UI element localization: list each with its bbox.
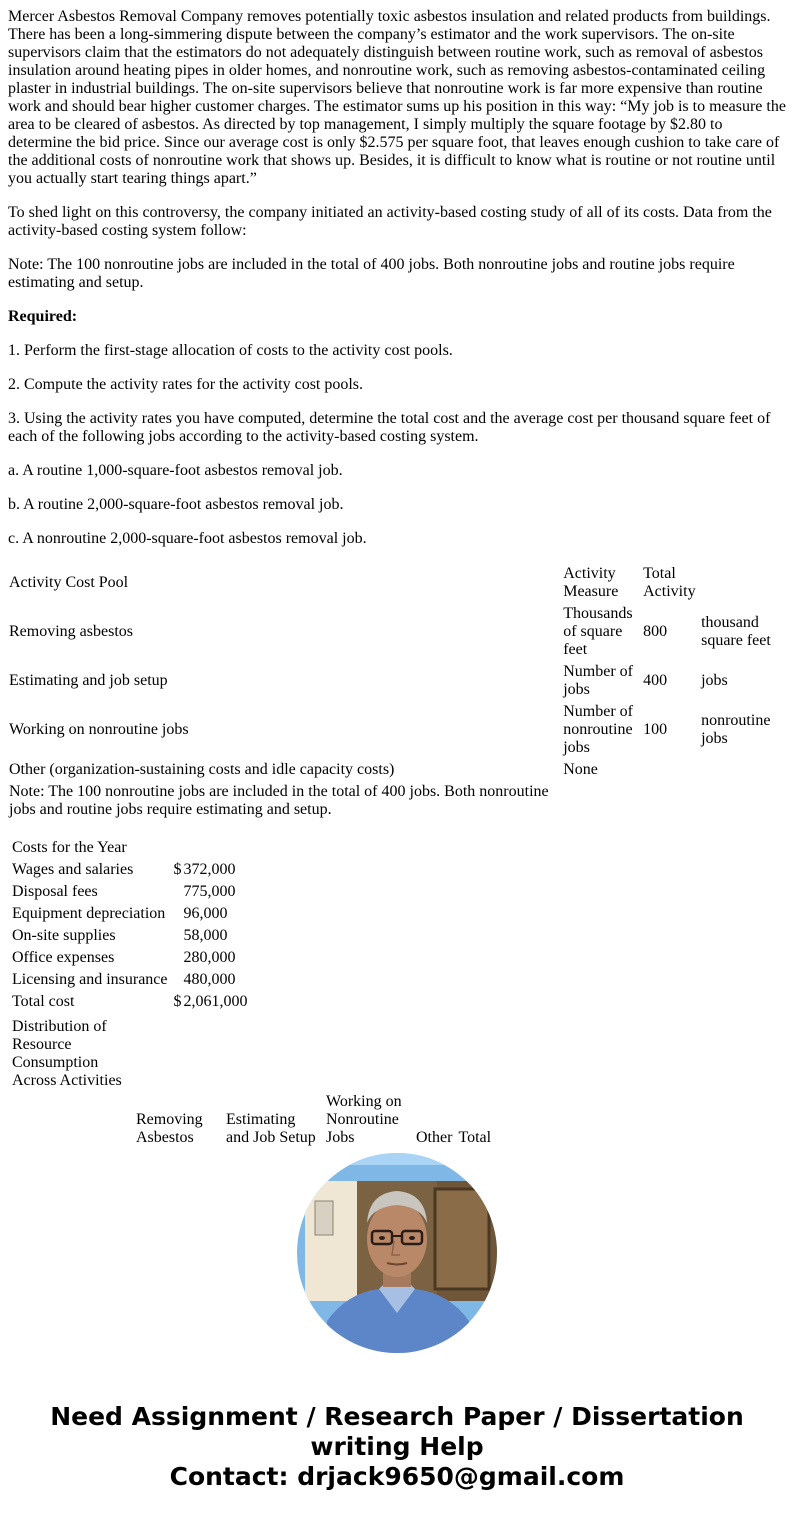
cost-label: Disposal fees: [12, 883, 98, 900]
cost-label: Wages and salaries: [12, 861, 134, 878]
table-row: [10, 970, 250, 990]
cost-amount: 2,061,000: [183, 993, 248, 1010]
cost-dollar: [172, 926, 182, 946]
person-portrait-image: [297, 1153, 497, 1353]
table-row: [8, 760, 782, 780]
cost-dollar: $: [173, 993, 182, 1010]
cost-dollar: [172, 882, 182, 902]
table-row: [10, 904, 250, 924]
required-item-a: a. A routine 1,000-square-foot asbestos removal job.: [8, 462, 343, 479]
required-item-3: 3. Using the activity rates you have computed, determine the total cost and the average cost per thousand square feet of each of the following jobs according to the activity-based costing system.: [8, 410, 771, 445]
cost-amount: 280,000: [183, 949, 236, 966]
costs-table: [8, 836, 252, 1014]
table-header-row: [134, 1092, 493, 1148]
table-row: [10, 992, 250, 1012]
required-item-c: c. A nonroutine 2,000-square-foot asbestos removal job.: [8, 530, 367, 547]
header-working-nonroutine: Working on Nonroutine Jobs: [326, 1093, 402, 1146]
required-heading: Required:: [8, 308, 78, 325]
intro-paragraph-2: To shed light on this controversy, the company initiated an activity-based costing study of all of its costs. Data from the activity-based costing system follow:: [8, 204, 772, 239]
cost-label: On-site supplies: [12, 927, 116, 944]
required-item-b: b. A routine 2,000-square-foot asbestos removal job.: [8, 496, 344, 513]
total-activity: 400: [643, 672, 668, 689]
intro-note: Note: The 100 nonroutine jobs are included in the total of 400 jobs. Both nonroutine jobs and routine jobs require estimating and setup.: [8, 256, 735, 291]
promo-headline: Need Assignment / Research Paper / Dissertation writing Help: [50, 1402, 744, 1461]
promo-contact: Contact: drjack9650@gmail.com: [169, 1462, 625, 1491]
document: [8, 8, 786, 1150]
header-total: Total: [458, 1129, 492, 1146]
table-row: [8, 702, 782, 758]
required-item-2: 2. Compute the activity rates for the activity cost pools.: [8, 376, 364, 393]
cost-amount: 775,000: [183, 883, 236, 900]
header-other: Other: [416, 1129, 453, 1146]
costs-title: Costs for the Year: [12, 839, 127, 856]
table-row: [10, 882, 250, 902]
header-removing-asbestos: Removing Asbestos: [136, 1111, 203, 1146]
activity-measure: Thousands of square feet: [563, 605, 633, 658]
activity-cost-pool-table: [6, 562, 784, 822]
cost-label: Total cost: [12, 993, 75, 1010]
author-photo: [297, 1153, 497, 1353]
header-activity-measure: Activity Measure: [563, 565, 619, 600]
activity-unit: nonroutine jobs: [701, 712, 771, 747]
cost-amount: 58,000: [183, 927, 228, 944]
cost-amount: 480,000: [183, 971, 236, 988]
cost-label: Office expenses: [12, 949, 115, 966]
table-row: [8, 662, 782, 700]
pool-name: Removing asbestos: [9, 623, 133, 640]
table-row: [10, 926, 250, 946]
activity-measure: Number of jobs: [563, 663, 633, 698]
table-note: Note: The 100 nonroutine jobs are included in the total of 400 jobs. Both nonroutine jobs and routine jobs require estimating and setup.: [9, 783, 549, 818]
cost-dollar: [172, 948, 182, 968]
distribution-title: Distribution of Resource Consumption Across Activities: [12, 1018, 122, 1089]
cost-label: Equipment depreciation: [12, 905, 166, 922]
required-item-1: 1. Perform the first-stage allocation of costs to the activity cost pools.: [8, 342, 453, 359]
table-row: [10, 948, 250, 968]
cost-dollar: [172, 904, 182, 924]
cost-label: Licensing and insurance: [12, 971, 168, 988]
header-total-activity: Total Activity: [643, 565, 696, 600]
activity-measure: Number of nonroutine jobs: [563, 703, 633, 756]
cost-amount: 96,000: [183, 905, 228, 922]
total-activity: [642, 760, 698, 780]
cost-amount: 372,000: [183, 861, 236, 878]
pool-name: Other (organization-sustaining costs and idle capacity costs): [9, 761, 395, 778]
pool-name: Estimating and job setup: [9, 672, 168, 689]
distribution-table: [132, 1090, 495, 1150]
activity-unit: [700, 760, 782, 780]
table-note-row: [8, 782, 782, 820]
cost-dollar: [172, 970, 182, 990]
total-activity: 100: [643, 721, 668, 738]
total-activity: 800: [643, 623, 668, 640]
table-header-row: [8, 564, 782, 602]
table-row: [8, 604, 782, 660]
activity-unit: jobs: [701, 672, 728, 689]
pool-name: Working on nonroutine jobs: [9, 721, 189, 738]
promo-banner: [0, 1402, 794, 1492]
cost-dollar: $: [173, 861, 182, 878]
intro-paragraph: Mercer Asbestos Removal Company removes potentially toxic asbestos insulation and related products from buildings. There has been a long-simmering dispute between the company’s estimator and the work supervisors. The on-site supervisors claim that the estimators do not adequately distinguish between routine work, such as removal of asbestos insulation around heating pipes in older homes, and nonroutine work, such as removing asbestos-contaminated ceiling plaster in industrial buildings. The on-site supervisors believe that nonroutine work is far more expensive than routine work and should bear higher customer charges. The estimator sums up his position in this way: “My job is to measure the area to be cleared of asbestos. As directed by top management, I simply multiply the square footage by $2.80 to determine the bid price. Since our average cost is only $2.575 per square foot, that leaves enough cushion to take care of the additional costs of nonroutine work that shows up. Besides, it is difficult to know what is routine or not routine until you actually start tearing things apart.”: [8, 8, 786, 187]
header-activity-cost-pool: Activity Cost Pool: [9, 574, 129, 591]
activity-measure: None: [563, 761, 598, 778]
header-estimating-job-setup: Estimating and Job Setup: [226, 1111, 316, 1146]
table-row: [10, 860, 250, 880]
activity-unit: thousand square feet: [701, 614, 771, 649]
